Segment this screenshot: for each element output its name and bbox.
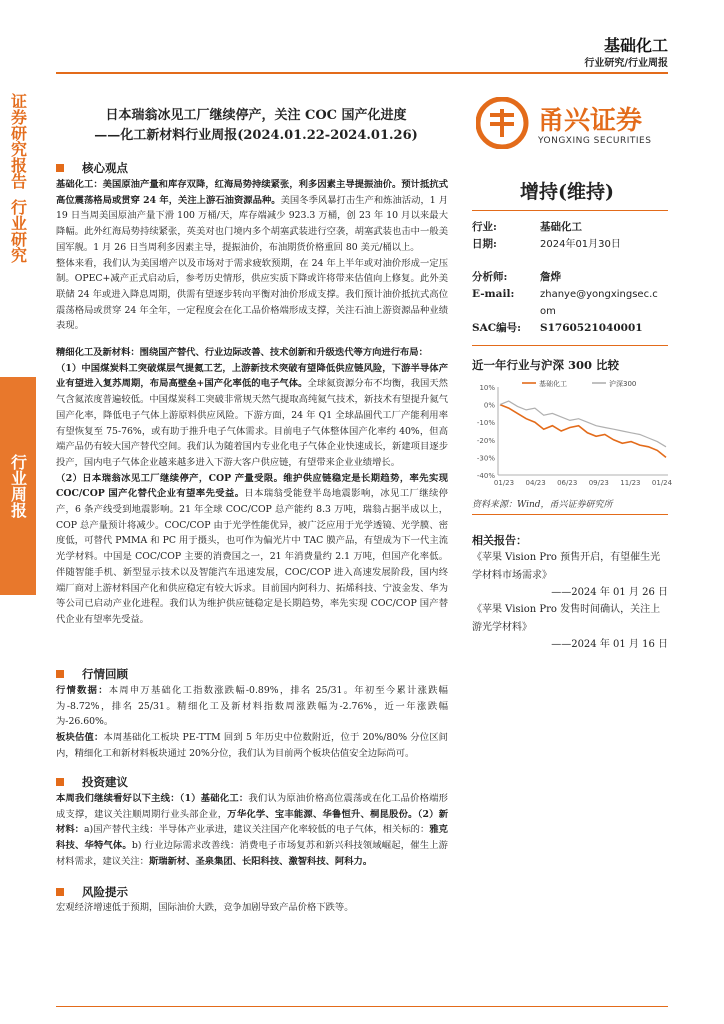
- sidebar-label-research: 证券研究报告: [8, 93, 28, 189]
- invest-p1: [56, 791, 448, 870]
- chart-series-line: [500, 401, 666, 447]
- core-p4-bold: （1）中国煤炭料工突破煤层气提氦工艺，上游新技术突破有望降低供应链风险，下游半导体产业有望进入复苏周期，布局高壁垒+国产化率低的电子气体。: [56, 362, 448, 390]
- risk-paragraph: [56, 900, 448, 916]
- square-bullet-icon: [56, 888, 64, 896]
- square-bullet-icon: [56, 778, 64, 786]
- analyst-block: [472, 269, 672, 337]
- core-p5-text: 日本瑞翁受能登半岛地震影响，冰见工厂继续停产，6 条产线受到地震影响。21 年全球 COC/COP 总产能约 8.3 万吨，瑞翁占据半成以上，COP 总产量预计将减少。COC/COP 由于光学性能优异，被广泛应用于光学透镜、光学膜、密度低，可替代 PMMA 和 PC 用于摄头，也可作为偏光片中 TAC 膜产品，有望成为下一代主流光学材料。中国是 COC/COP 主要的消费国之一，21 年消费量约 2.1 万吨，但国产化率低。伴随智能手机、新型显示技术以及智能汽车迅速发展，COC/COP 进入高速发展阶段，国内终端厂商对上游材料国产化和供应稳定有较大诉求。目前国内阿科力、拓烯科技、宁波金发、华为等公司已启动产业化进程。我们认为维护供应链稳定是长期趋势，率先实现 COC/COP 国产替代企业有望率先受益。: [56, 488, 448, 625]
- header-subtitle: 行业研究/行业周报: [584, 58, 668, 69]
- email-value[interactable]: zhanye@yongxingsec.c: [540, 289, 658, 300]
- chart-x-tick-label: 01/24: [651, 479, 672, 487]
- report-subtitle: ——化工新材料行业周报(2024.01.22-2024.01.26): [94, 128, 418, 143]
- chart-x-tick-label: 01/23: [493, 479, 515, 487]
- square-bullet-icon: [56, 670, 64, 678]
- core-p1-bold: 基础化工：美国原油产量和库存双降，红海局势持续紧张，利多因素主导提振油价。预计抵抗式高位震荡格局或贯穿 24 年，关注上游石油资源品种。: [56, 179, 448, 206]
- core-p3: [56, 345, 448, 361]
- core-p3-bold: 精细化工及新材料：围绕国产替代、行业边际改善、技术创新和升级迭代等方向进行布局：: [56, 347, 428, 359]
- info-block: [472, 219, 672, 253]
- invest-p1-text2: a)国产替代主线：半导体产业承进，建议关注国产化率较低的电子气体，相关标的：: [84, 824, 430, 836]
- logo-icon: [476, 97, 532, 149]
- related-report-1-date: ——2024 年 01 月 26 日: [551, 587, 668, 598]
- market-p1-text: 本周申万基础化工指数涨跌幅-0.89%，排名 25/31。年初至今累计涨跌幅为-8.72%，排名 25/31。精细化工及新材料指数周涨跌幅为-2.76%，近一年涨跌幅为-26.60%。: [56, 685, 448, 728]
- related-report-2-date: ——2024 年 01 月 16 日: [551, 639, 668, 650]
- related-report-1-title[interactable]: 《苹果 Vision Pro 预售开启，有望催生光学材料市场需求》: [472, 552, 661, 581]
- chart-divider-top: [472, 345, 668, 346]
- section-core-title: 核心观点: [82, 161, 128, 175]
- section-risk: [56, 884, 128, 900]
- chart-x-tick-label: 09/23: [588, 479, 609, 487]
- chart-y-tick-label: -20%: [476, 436, 495, 445]
- chart-title: 近一年行业与沪深 300 比较: [472, 358, 620, 372]
- logo-text: 甬兴证券: [538, 106, 643, 136]
- core-p5-bold: （2）日本瑞翁冰见工厂继续停产，COP 产量受限。维护供应链稳定是长期趋势，率先实现 COC/COP 国产化替代企业有望率先受益。: [56, 472, 448, 500]
- invest-p1-bold2: 万华化学、宝丰能源、华鲁恒升、桐昆股份。（2）新材料：: [56, 808, 448, 836]
- footer-divider: [56, 1006, 668, 1007]
- core-p2: 整体来看，我们认为美国增产以及市场对于需求疲软预期，在 24 年上半年或对油价形成一定压制。OPEC+减产正式启动后，参考历史情形，供应实质下降或许将带来估值向上修复。此外美联储 24 年或进入降息周期，供需有望逐步转向平衡对油价形成支撑。我们预计油价抵抗式高位震荡格局或贯穿 24 年全年，一定程度会在化工品价格端形成支撑，关注石油上游资源品种业绩表现。: [56, 257, 448, 332]
- market-p2-bold: 板块估值：: [56, 732, 104, 744]
- invest-paragraphs: [56, 791, 448, 870]
- analyst-label: 分析师:: [472, 271, 508, 283]
- related-report-2-title[interactable]: 《苹果 Vision Pro 发售时间确认，关注上游光学材料》: [472, 604, 661, 633]
- chart-divider-bottom: [472, 514, 668, 515]
- market-paragraphs: [56, 683, 448, 762]
- invest-p1-bold3: 雅克科技、华特气体。: [56, 824, 448, 852]
- market-p1-bold: 行情数据：: [56, 685, 109, 696]
- chart-y-tick-label: 0%: [483, 401, 495, 410]
- related-report-1[interactable]: [472, 549, 668, 602]
- core-p4-text: 全球氦资源分布不均衡，我国天然气含氦浓度普遍较低。中国煤炭科工突破非常规天然气提取高纯氦气技术，新技术有望提升氦气国产化率，降低电子气体上游原料供应风险。下游方面，24 年 Q1 全球晶圆代工厂产能利用率有望恢复至 75-76%，或有助于推升电子气体需求。目前电子气体整体国产化率约 40%，但高端产品仍有较大国产替代空间。我们认为随着国内专业化电子气体企业快速成长，新建项目逐步投产，国内电子气体企业越来越多进入下游大客户供应链，有望带来企业业绩增长。: [56, 378, 448, 468]
- chart-legend-label: 沪深300: [609, 380, 637, 388]
- date-value: 2024年01月30日: [540, 239, 621, 250]
- analyst-value: 詹烨: [540, 271, 561, 283]
- chart-x-tick-label: 04/23: [525, 479, 546, 487]
- header-divider: [56, 72, 668, 74]
- rating: 增持(维持): [520, 181, 614, 203]
- section-invest-title: 投资建议: [82, 775, 128, 789]
- market-p1: [56, 683, 448, 730]
- comparison-chart: [472, 377, 672, 495]
- chart-y-tick-label: -30%: [476, 454, 495, 463]
- chart-y-tick-label: 10%: [479, 384, 495, 392]
- core-p4: [56, 361, 448, 471]
- core-p1: [56, 177, 448, 256]
- chart-series-line: [500, 405, 666, 458]
- sidebar-label-industry: 行业研究: [8, 199, 28, 263]
- sidebar-weekly-bar: 行业周报: [0, 377, 36, 595]
- industry-value: 基础化工: [540, 221, 582, 233]
- sidebar-labels: [0, 93, 36, 376]
- report-title: 日本瑞翁冰见工厂继续停产，关注 COC 国产化进度: [105, 108, 407, 123]
- email-label: E-mail:: [472, 288, 515, 300]
- invest-p1-bold: 本周我们继续看好以下主线：（1）基础化工：: [56, 793, 249, 804]
- core-p5: [56, 471, 448, 628]
- square-bullet-icon: [56, 164, 64, 172]
- date-label: 日期:: [472, 238, 497, 250]
- logo-subtext: YONGXING SECURITIES: [538, 136, 652, 146]
- sac-label: SAC编号:: [472, 322, 521, 334]
- related-report-2[interactable]: [472, 601, 668, 654]
- core-p1-text: 美国冬季风暴打击生产和炼油活动，1 月 19 日当周美国原油产量下滑 100 万桶/天，库存端减少 923.3 万桶，创 23 年 10 月以来最大降幅。此外红海局势持续紧张，英美对也门境内多个胡塞武装进行空袭，胡塞武装也击中一般美国军舰。1 月 26 日当周利多因素主导，提振油价，布油期货价格重回 80 美元/桶以上。: [56, 194, 448, 253]
- market-p2-text: 本周基础化工板块 PE-TTM 回到 5 年历史中位数附近，位于 20%/80% 分位区间内，精细化工和新材料板块通过 20%分位，我们认为目前两个板块估值安全边际尚可。: [56, 732, 448, 759]
- chart-x-tick-label: 11/23: [620, 479, 641, 487]
- section-core: [56, 160, 128, 176]
- market-p2: [56, 730, 448, 761]
- section-risk-title: 风险提示: [82, 885, 128, 899]
- invest-p1-text3: b) 行业边际需求改善线：消费电子市场复苏和新兴科技领域崛起，催生上游材料需求，建议关注：: [56, 840, 448, 867]
- related-title: 相关报告：: [472, 534, 527, 547]
- section-market: [56, 666, 128, 682]
- header-title: 基础化工: [603, 36, 668, 55]
- section-invest: [56, 774, 128, 790]
- rating-divider: [472, 210, 668, 211]
- email-value-cont[interactable]: om: [540, 306, 556, 317]
- industry-label: 行业:: [472, 221, 497, 233]
- section-market-title: 行情回顾: [82, 667, 128, 681]
- sac-value: S1760521040001: [540, 322, 643, 334]
- core-paragraphs: [56, 177, 448, 628]
- invest-p1-bold4: 斯瑞新材、圣泉集团、长阳科技、激智科技、阿科力。: [148, 855, 373, 867]
- invest-p1-text: 我们认为原油价格高位震荡或在化工品价格端形成支撑，建议关注顺周期行业头部企业，: [56, 793, 448, 820]
- chart-source: 资料来源：Wind，甬兴证券研究所: [472, 500, 613, 510]
- chart-x-tick-label: 06/23: [557, 479, 578, 487]
- risk-text: 宏观经济增速低于预期，国际油价大跌，竞争加剧导致产品价格下跌等。: [56, 902, 354, 913]
- chart-legend-label: 基础化工: [539, 380, 567, 388]
- chart-y-tick-label: -10%: [476, 419, 495, 428]
- chart-y-tick-label: -40%: [476, 472, 495, 480]
